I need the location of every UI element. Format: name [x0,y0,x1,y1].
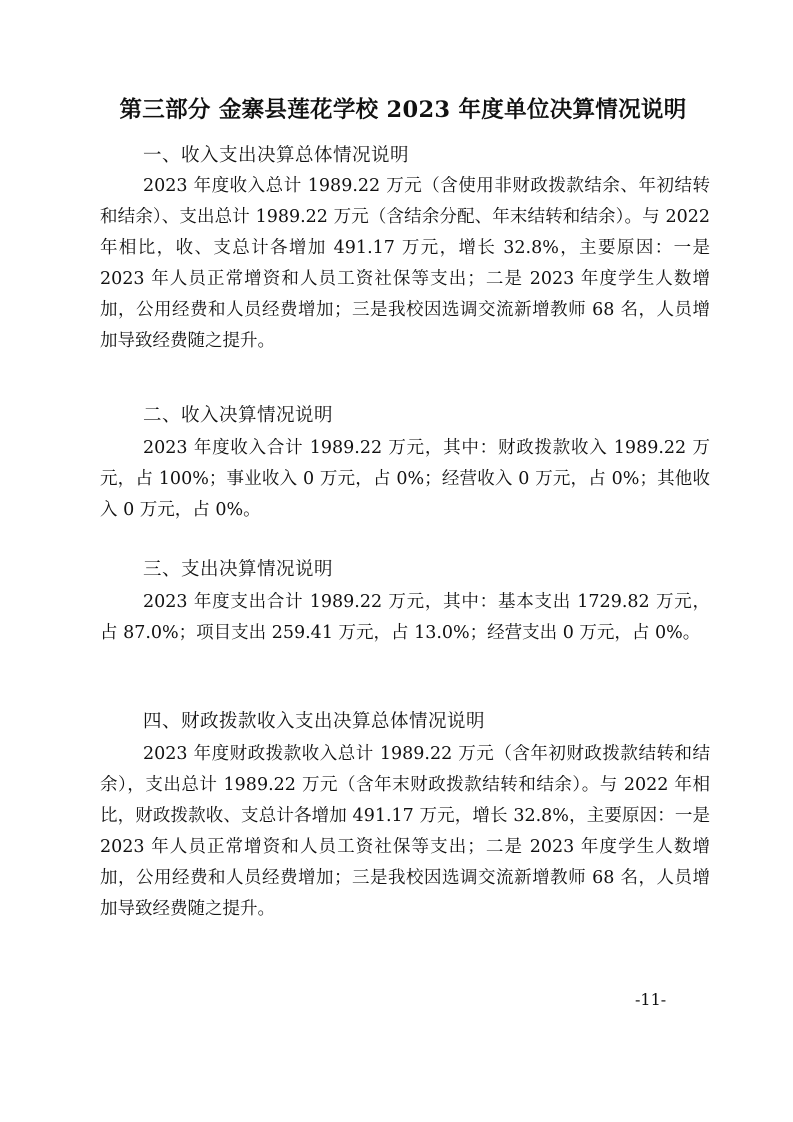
section-heading-3: 三、支出决算情况说明 [143,559,334,580]
section-text-3: 2023 年度支出合计 1989.22 万元，其中：基本支出 1729.82 万元，占 87.0%；项目支出 259.41 万元，占 13.0%；经营支出 0 万元，占 0%。 [100,592,710,643]
section-text-1: 2023 年度收入总计 1989.22 万元（含使用非财政拨款结余、年初结转和结余）、支出总计 1989.22 万元（含结余分配、年末结转和结余）。与 2022 年相比，收、支总计各增加 491.17 万元，增长 32.8%，主要原因：一是 2023 年人员正常增资和人员工资社保等支出；二是 2023 年度学生人数增加，公用经费和人员经费增加；三是我校因选调交流新增教师 68 名，人员增加导致经费随之提升。 [100,176,710,351]
page-number: -11- [635,990,667,1009]
section-heading-1: 一、收入支出决算总体情况说明 [143,145,410,166]
section-heading-4: 四、财政拨款收入支出决算总体情况说明 [143,711,486,732]
section-text-4: 2023 年度财政拨款收入总计 1989.22 万元（含年初财政拨款结转和结余），支出总计 1989.22 万元（含年末财政拨款结转和结余）。与 2022 年相比，财政拨款收、支总计各增加 491.17 万元，增长 32.8%，主要原因：一是 2023 年人员正常增资和人员工资社保等支出；二是 2023 年度学生人数增加，公用经费和人员经费增加；三是我校因选调交流新增教师 68 名，人员增加导致经费随之提升。 [100,744,710,919]
section-paragraph-1 [100,171,710,357]
section-heading-2: 二、收入决算情况说明 [143,405,334,426]
section-paragraph-3 [100,587,710,649]
section-text-2: 2023 年度收入合计 1989.22 万元，其中：财政拨款收入 1989.22 万元，占 100%；事业收入 0 万元，占 0%；经营收入 0 万元，占 0%；其他收入 0 万元，占 0%。 [100,438,710,520]
section-paragraph-2 [100,433,710,526]
page-title: 第三部分 金寨县莲花学校 2023 年度单位决算情况说明 [119,97,687,123]
section-paragraph-4 [100,739,710,925]
